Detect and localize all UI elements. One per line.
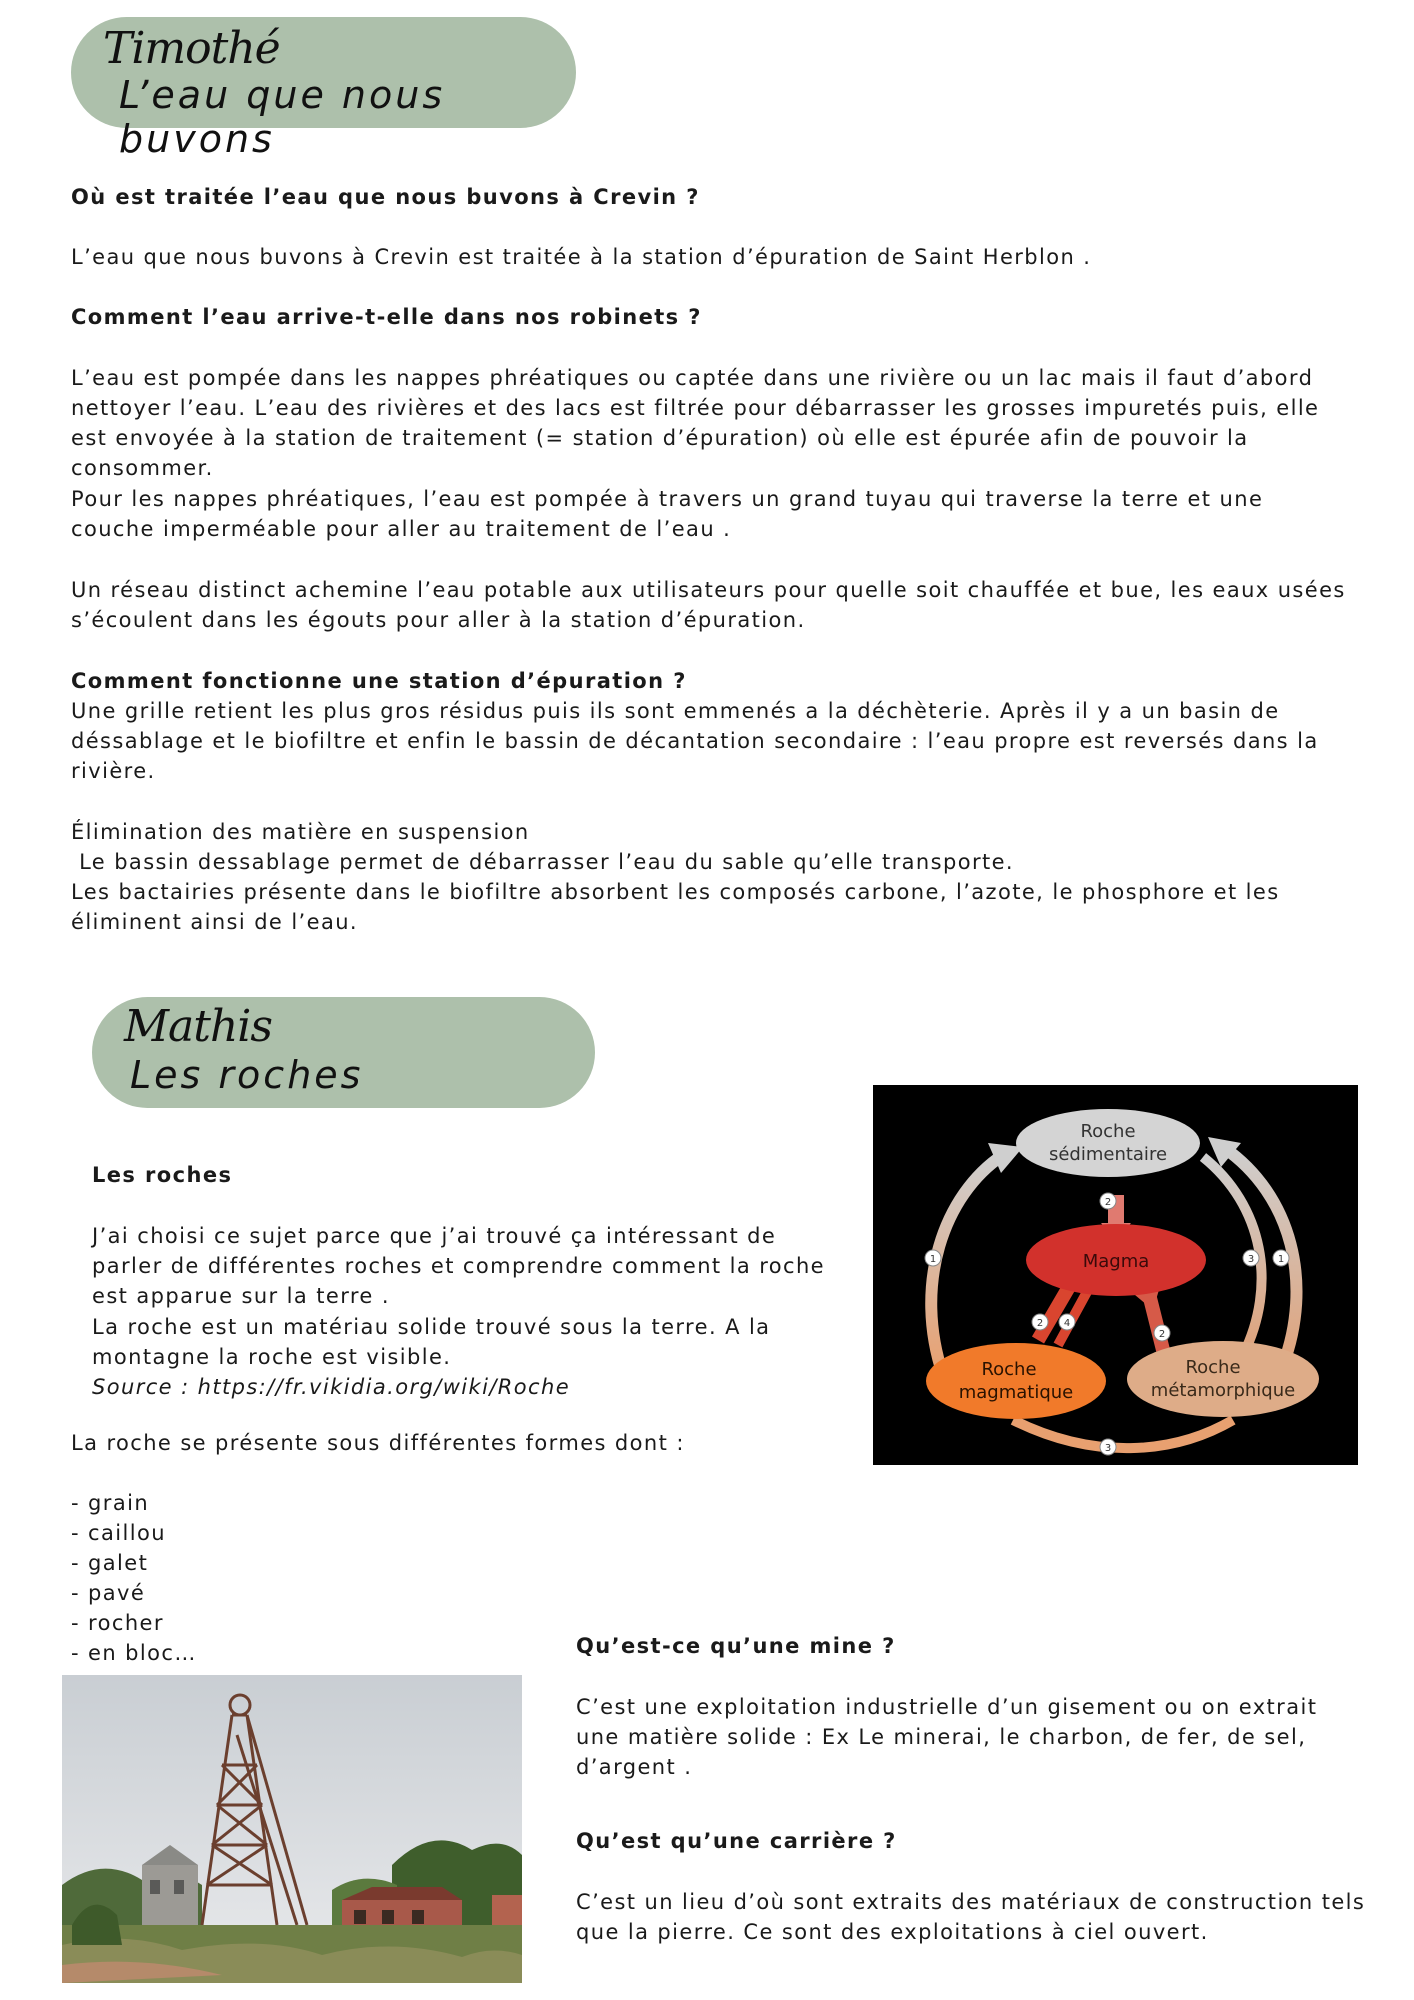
rocks-heading: Les roches [92, 1163, 233, 1187]
marker-2-top [1100, 1193, 1116, 1209]
list-item: - pavé [71, 1581, 146, 1605]
svg-text:1: 1 [1277, 1254, 1285, 1265]
list-item: - galet [71, 1551, 149, 1575]
node-label: Roche [1185, 1357, 1241, 1378]
marker-1-left [925, 1250, 941, 1266]
source-citation: Source : https://fr.vikidia.org/wiki/Roche [92, 1375, 571, 1399]
paragraph: C’est un lieu d’où sont extraits des matériaux de construction tels que la pierre. Ce sont des exploitations à ciel ouvert. [576, 1890, 1366, 1944]
svg-text:3: 3 [1104, 1443, 1112, 1454]
paragraph: Les bactairies présente dans le biofiltre absorbent les composés carbone, l’azote, le phosphore et les éliminent ainsi de l’eau. [71, 880, 1280, 934]
rock-cycle-svg [873, 1085, 1358, 1465]
svg-text:1: 1 [929, 1254, 937, 1265]
node-sedimentaire [1016, 1109, 1200, 1177]
rock-cycle-diagram [873, 1085, 1358, 1465]
paragraph: La roche est un matériau solide trouvé sous la terre. A la montagne la roche est visible. [92, 1315, 771, 1369]
node-label: magmatique [958, 1382, 1074, 1403]
paragraph: L’eau est pompée dans les nappes phréatiques ou captée dans une rivière ou un lac mais il faut d’abord nettoyer l’eau. L’eau des rivières et des lacs est filtrée pour débarrasser les grosses impuretés puis, elle est envoyée à la station de traitement (= station d’épuration) où elle est épurée afin de pouvoir la consommer. [71, 366, 1320, 480]
svg-text:2: 2 [1036, 1318, 1044, 1329]
svg-text:3: 3 [1247, 1254, 1255, 1265]
node-label: Roche [1080, 1121, 1136, 1142]
arrow-bottom-arc [1013, 1420, 1233, 1448]
paragraph-line: Élimination des matière en suspension [71, 820, 530, 844]
paragraph: C’est une exploitation industrielle d’un gisement ou on extrait une matière solide : Ex Le minerai, le charbon, de fer, de sel, d’argent . [576, 1695, 1318, 1779]
answer-paragraph: L’eau que nous buvons à Crevin est traitée à la station d’épuration de Saint Herblon . [71, 245, 1092, 269]
question-heading: Comment fonctionne une station d’épuration ? [71, 669, 687, 693]
mine-photo [62, 1675, 522, 1983]
marker-3-right [1243, 1250, 1259, 1266]
marker-2-left [1032, 1314, 1048, 1330]
author-name: Mathis [124, 1001, 272, 1052]
question-heading: Qu’est qu’une carrière ? [576, 1829, 897, 1853]
section-header-rocks [92, 997, 595, 1108]
arrow-left-arc [931, 1155, 1003, 1375]
paragraph: J’ai choisi ce sujet parce que j’ai trouvé ça intéressant de parler de différentes roches et comprendre comment la roche est apparue sur la terre . [92, 1224, 826, 1308]
mine-photo-svg [62, 1675, 522, 1983]
list-item: - en bloc… [71, 1641, 197, 1665]
section-title: L’eau que nous buvons [119, 73, 446, 161]
node-label: métamorphique [1150, 1380, 1296, 1401]
node-metamorphique [1127, 1341, 1319, 1417]
marker-3-bottom [1100, 1439, 1116, 1455]
node-label: Roche [981, 1359, 1037, 1380]
svg-text:4: 4 [1063, 1318, 1071, 1329]
paragraph-line: Le bassin dessablage permet de débarrasser l’eau du sable qu’elle transporte. [71, 850, 1015, 874]
list-item: - rocher [71, 1611, 164, 1635]
question-heading: Où est traitée l’eau que nous buvons à Crevin ? [71, 185, 700, 209]
list-item: - grain [71, 1491, 150, 1515]
svg-text:2: 2 [1158, 1329, 1166, 1340]
marker-1-right [1273, 1250, 1289, 1266]
paragraph: La roche se présente sous différentes formes dont : [71, 1431, 685, 1455]
rock-forms-list [71, 1488, 197, 1668]
marker-4 [1059, 1314, 1075, 1330]
question-heading: Comment l’eau arrive-t-elle dans nos robinets ? [71, 305, 702, 329]
node-magmatique [926, 1343, 1106, 1419]
paragraph: Un réseau distinct achemine l’eau potable aux utilisateurs pour quelle soit chauffée et bue, les eaux usées s’écoulent dans les égouts pour aller à la station d’épuration. [71, 578, 1346, 632]
marker-2-right [1154, 1325, 1170, 1341]
author-name: Timothé [103, 23, 280, 74]
node-label: sédimentaire [1048, 1144, 1168, 1165]
svg-text:2: 2 [1104, 1197, 1112, 1208]
section-title: Les roches [130, 1053, 364, 1097]
section-header-water [71, 17, 576, 161]
question-heading: Qu’est-ce qu’une mine ? [576, 1634, 896, 1658]
list-item: - caillou [71, 1521, 166, 1545]
paragraph: Une grille retient les plus gros résidus puis ils sont emmenés a la déchèterie. Après il y a un basin de déssablage et le biofiltre et enfin le bassin de décantation secondaire : l’eau propre est reversés dans la rivière. [71, 699, 1319, 783]
paragraph: Pour les nappes phréatiques, l’eau est pompée à travers un grand tuyau qui traverse la terre et une couche imperméable pour aller au traitement de l’eau . [71, 487, 1264, 541]
node-label: Magma [1082, 1251, 1150, 1272]
